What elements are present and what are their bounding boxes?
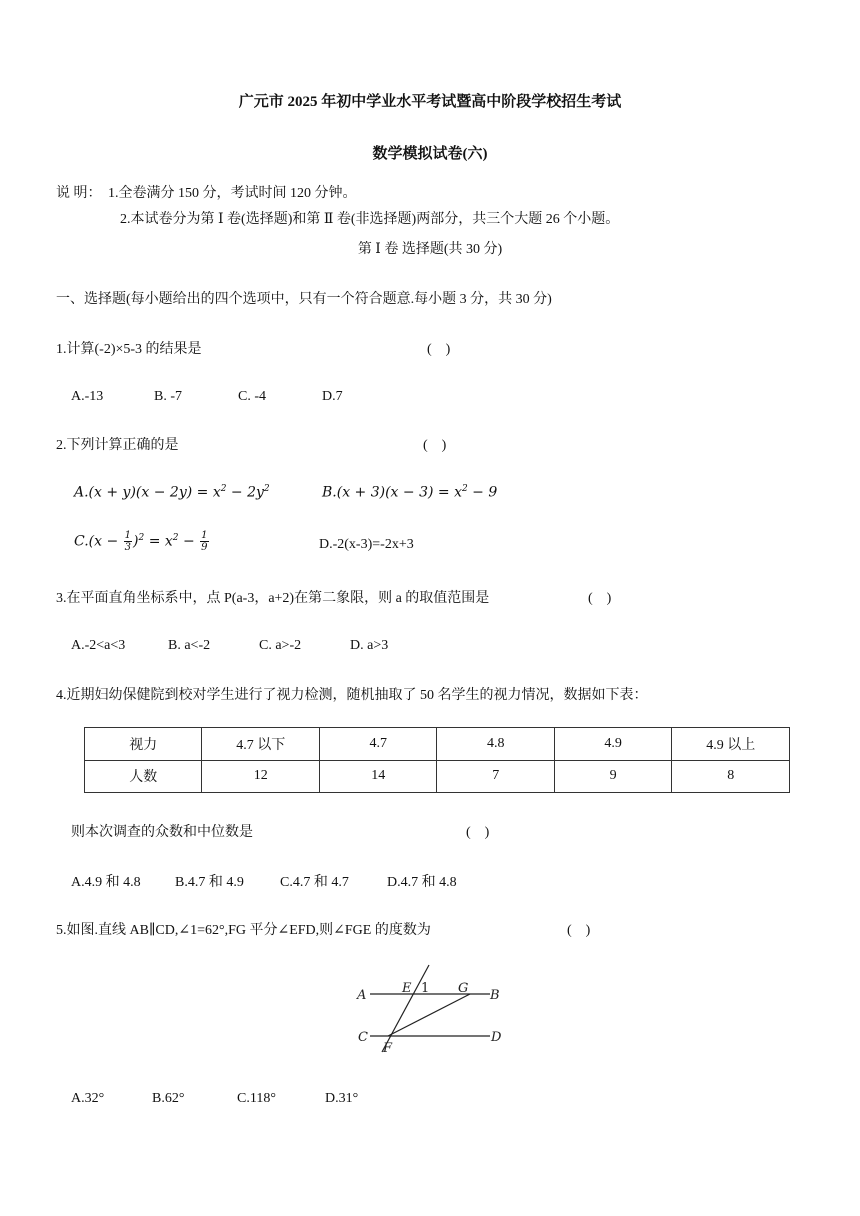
q2-option-c: C.(x − $\frac{1}{3}$ )$^2 = x^2$ − $\frac{1}{9}$ [74, 530, 208, 553]
q5-stem: 5.如图.直线 AB∥CD,∠1=62°,FG 平分∠EFD,则∠FGE 的度数为 [56, 923, 431, 938]
table-row [85, 728, 790, 761]
q3-option-c: C. a>-2 [259, 638, 302, 653]
table-cell: 8 [672, 760, 790, 793]
label-a: A [357, 988, 367, 1003]
notes-label: 说 明： [56, 186, 102, 201]
q2-blank: ( ) [423, 438, 447, 453]
q3-option-d: D. a>3 [350, 638, 389, 653]
part1-title: 第 Ⅰ 卷 选择题(共 30 分) [357, 242, 503, 257]
q4-option-c: C.4.7 和 4.7 [280, 875, 349, 890]
q3-stem: 3.在平面直角坐标系中，点 P(a-3，a+2)在第二象限，则 a 的取值范围是 [56, 591, 490, 606]
table-cell: 4.7 [319, 728, 436, 761]
transversal-ef [382, 965, 429, 1052]
label-e: E [402, 981, 412, 996]
notes-item-1: 1.全卷满分 150 分，考试时间 120 分钟。 [108, 186, 357, 201]
table-cell: 9 [554, 760, 671, 793]
q1-option-d: D.7 [322, 389, 343, 404]
label-b: B [490, 988, 500, 1003]
q3-option-a: A.-2<a<3 [71, 638, 126, 653]
table-cell: 12 [202, 760, 319, 793]
section1-title: 一、选择题(每小题给出的四个选项中，只有一个符合题意.每小题 3 分，共 30 分) [56, 292, 552, 307]
q4-option-d: D.4.7 和 4.8 [387, 875, 457, 890]
label-g: G [458, 981, 469, 996]
table-cell: 4.9 [554, 728, 671, 761]
q3-blank: ( ) [588, 591, 612, 606]
exam-title: 广元市 2025 年初中学业水平考试暨高中阶段学校招生考试 [238, 94, 622, 110]
table-cell: 4.7 以下 [202, 728, 319, 761]
table-cell: 视力 [85, 728, 202, 761]
vision-table [84, 727, 790, 793]
table-cell: 人数 [85, 760, 202, 793]
label-d: D [491, 1030, 502, 1045]
table-cell: 4.9 以上 [672, 728, 790, 761]
q2-stem: 2.下列计算正确的是 [56, 438, 179, 453]
label-1: 1 [421, 981, 430, 996]
q1-option-a: A.-13 [71, 389, 104, 404]
q1-blank: ( ) [427, 342, 451, 357]
exam-subtitle: 数学模拟试卷(六) [372, 146, 488, 162]
q2-option-b: $B.(x + 3)(x - 3) = x^2 - 9$ [322, 484, 498, 501]
fraction-one-third: $\frac{1}{3}$ [124, 530, 132, 553]
q5-blank: ( ) [567, 923, 591, 938]
q3-option-b: B. a<-2 [168, 638, 211, 653]
segment-fg [388, 994, 470, 1036]
q4-stem: 4.近期妇幼保健院到校对学生进行了视力检测，随机抽取了 50 名学生的视力情况，数据如下表： [56, 688, 648, 703]
parallel-lines-figure [350, 960, 520, 1060]
q5-option-d: D.31° [325, 1091, 359, 1106]
q5-option-b: B.62° [152, 1091, 185, 1106]
table-row [85, 760, 790, 793]
q1-option-c: C. -4 [238, 389, 266, 404]
q1-option-b: B. -7 [154, 389, 182, 404]
q4-option-a: A.4.9 和 4.8 [71, 875, 141, 890]
table-cell: 4.8 [437, 728, 554, 761]
q2-option-d: D.-2(x-3)=-2x+3 [319, 537, 414, 552]
q4-followup: 则本次调查的众数和中位数是 [71, 825, 253, 840]
table-cell: 7 [437, 760, 554, 793]
q2-option-a: $A.(x + y)(x - 2y) = x^2 - 2y^2$ [74, 484, 270, 501]
fraction-one-ninth: $\frac{1}{9}$ [201, 530, 208, 553]
table-cell: 14 [319, 760, 436, 793]
q4-option-b: B.4.7 和 4.9 [175, 875, 244, 890]
label-c: C [358, 1030, 368, 1045]
notes-item-2: 2.本试卷分为第 Ⅰ 卷(选择题)和第 Ⅱ 卷(非选择题)两部分，共三个大题 26 个小题。 [120, 212, 620, 227]
q1-stem: 1.计算(-2)×5-3 的结果是 [56, 342, 202, 357]
q5-option-c: C.118° [237, 1091, 276, 1106]
q5-option-a: A.32° [71, 1091, 105, 1106]
label-f: F [383, 1041, 393, 1056]
q4-blank: ( ) [466, 825, 490, 840]
